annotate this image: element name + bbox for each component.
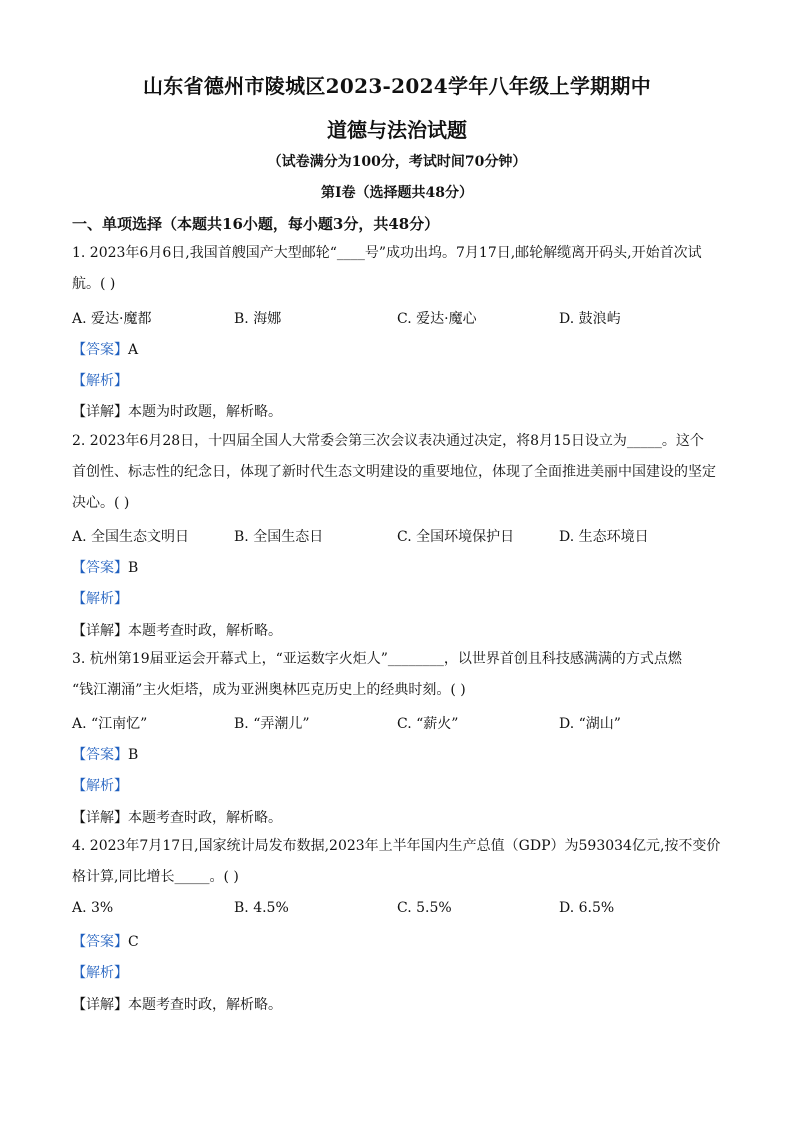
exam-title-line1: 山东省德州市陵城区2023-2024学年八年级上学期期中 [142, 74, 652, 98]
answer-value: A [128, 342, 139, 358]
question-text-line: 格计算,同比增长_____。( ) [72, 869, 239, 885]
option-a: A. 爱达·魔都 [72, 311, 152, 327]
question-text-line: 航。( ) [72, 276, 116, 292]
detail-label: 【详解】 [72, 810, 128, 826]
answer-label: 【答案】 [72, 934, 128, 950]
option-a: A. 3% [72, 900, 114, 916]
option-d: D. “湖山” [559, 716, 621, 732]
detail-label: 【详解】 [72, 404, 128, 420]
question-text-line: 首创性、标志性的纪念日，体现了新时代生态文明建设的重要地位，体现了全面推进美丽中国建设的坚定 [72, 464, 716, 480]
detail-row [72, 994, 282, 1014]
question-text-line: “钱江潮涌”主火炬塔，成为亚洲奥林匹克历史上的经典时刻。( ) [72, 682, 466, 698]
answer-label: 【答案】 [72, 560, 128, 576]
option-c: C. “薪火” [397, 716, 459, 732]
detail-text: 本题考查时政，解析略。 [128, 997, 282, 1013]
exam-title-line2: 道德与法治试题 [327, 118, 467, 142]
option-d: D. 鼓浪屿 [559, 311, 621, 327]
option-b: B. 海娜 [234, 311, 282, 327]
detail-label: 【详解】 [72, 623, 128, 639]
answer-row [72, 339, 138, 359]
detail-text: 本题考查时政，解析略。 [128, 810, 282, 826]
section-heading: 一、单项选择（本题共16小题，每小题3分，共48分） [72, 215, 440, 233]
option-c: C. 全国环境保护日 [397, 529, 515, 545]
exam-meta: （试卷满分为100分，考试时间70分钟） [267, 154, 527, 170]
answer-row [72, 557, 138, 577]
option-b: B. 全国生态日 [234, 529, 324, 545]
analysis-label: 【解析】 [72, 778, 128, 794]
option-c: C. 5.5% [397, 900, 452, 916]
answer-value: B [128, 560, 139, 576]
analysis-label: 【解析】 [72, 373, 128, 389]
option-b: B. “弄潮儿” [234, 716, 310, 732]
analysis-label: 【解析】 [72, 591, 128, 607]
option-b: B. 4.5% [234, 900, 289, 916]
option-d: D. 6.5% [559, 900, 615, 916]
option-a: A. “江南忆” [72, 716, 148, 732]
detail-row [72, 807, 282, 827]
answer-value: C [128, 934, 139, 950]
option-d: D. 生态环境日 [559, 529, 649, 545]
question-text-line: 决心。( ) [72, 495, 130, 511]
answer-label: 【答案】 [72, 342, 128, 358]
detail-row [72, 620, 282, 640]
detail-row [72, 401, 282, 421]
detail-label: 【详解】 [72, 997, 128, 1013]
option-c: C. 爱达·魔心 [397, 311, 477, 327]
detail-text: 本题为时政题，解析略。 [128, 404, 282, 420]
question-text-line: 3. 杭州第19届亚运会开幕式上，“亚运数字火炬人”________，以世界首创且科技感满满的方式点燃 [72, 651, 682, 667]
option-a: A. 全国生态文明日 [72, 529, 190, 545]
answer-label: 【答案】 [72, 747, 128, 763]
question-text-line: 4. 2023年7月17日,国家统计局发布数据,2023年上半年国内生产总值（GDP）为593034亿元,按不变价 [72, 838, 721, 854]
analysis-label: 【解析】 [72, 965, 128, 981]
answer-row [72, 744, 138, 764]
volume-heading: 第Ⅰ卷（选择题共48分） [320, 185, 474, 201]
detail-text: 本题考查时政，解析略。 [128, 623, 282, 639]
answer-row [72, 931, 139, 951]
question-text-line: 2. 2023年6月28日，十四届全国人大常委会第三次会议表决通过决定，将8月15日设立为_____。这个 [72, 433, 704, 449]
answer-value: B [128, 747, 139, 763]
question-text-line: 1. 2023年6月6日,我国首艘国产大型邮轮“____号”成功出坞。7月17日,邮轮解缆离开码头,开始首次试 [72, 245, 702, 261]
